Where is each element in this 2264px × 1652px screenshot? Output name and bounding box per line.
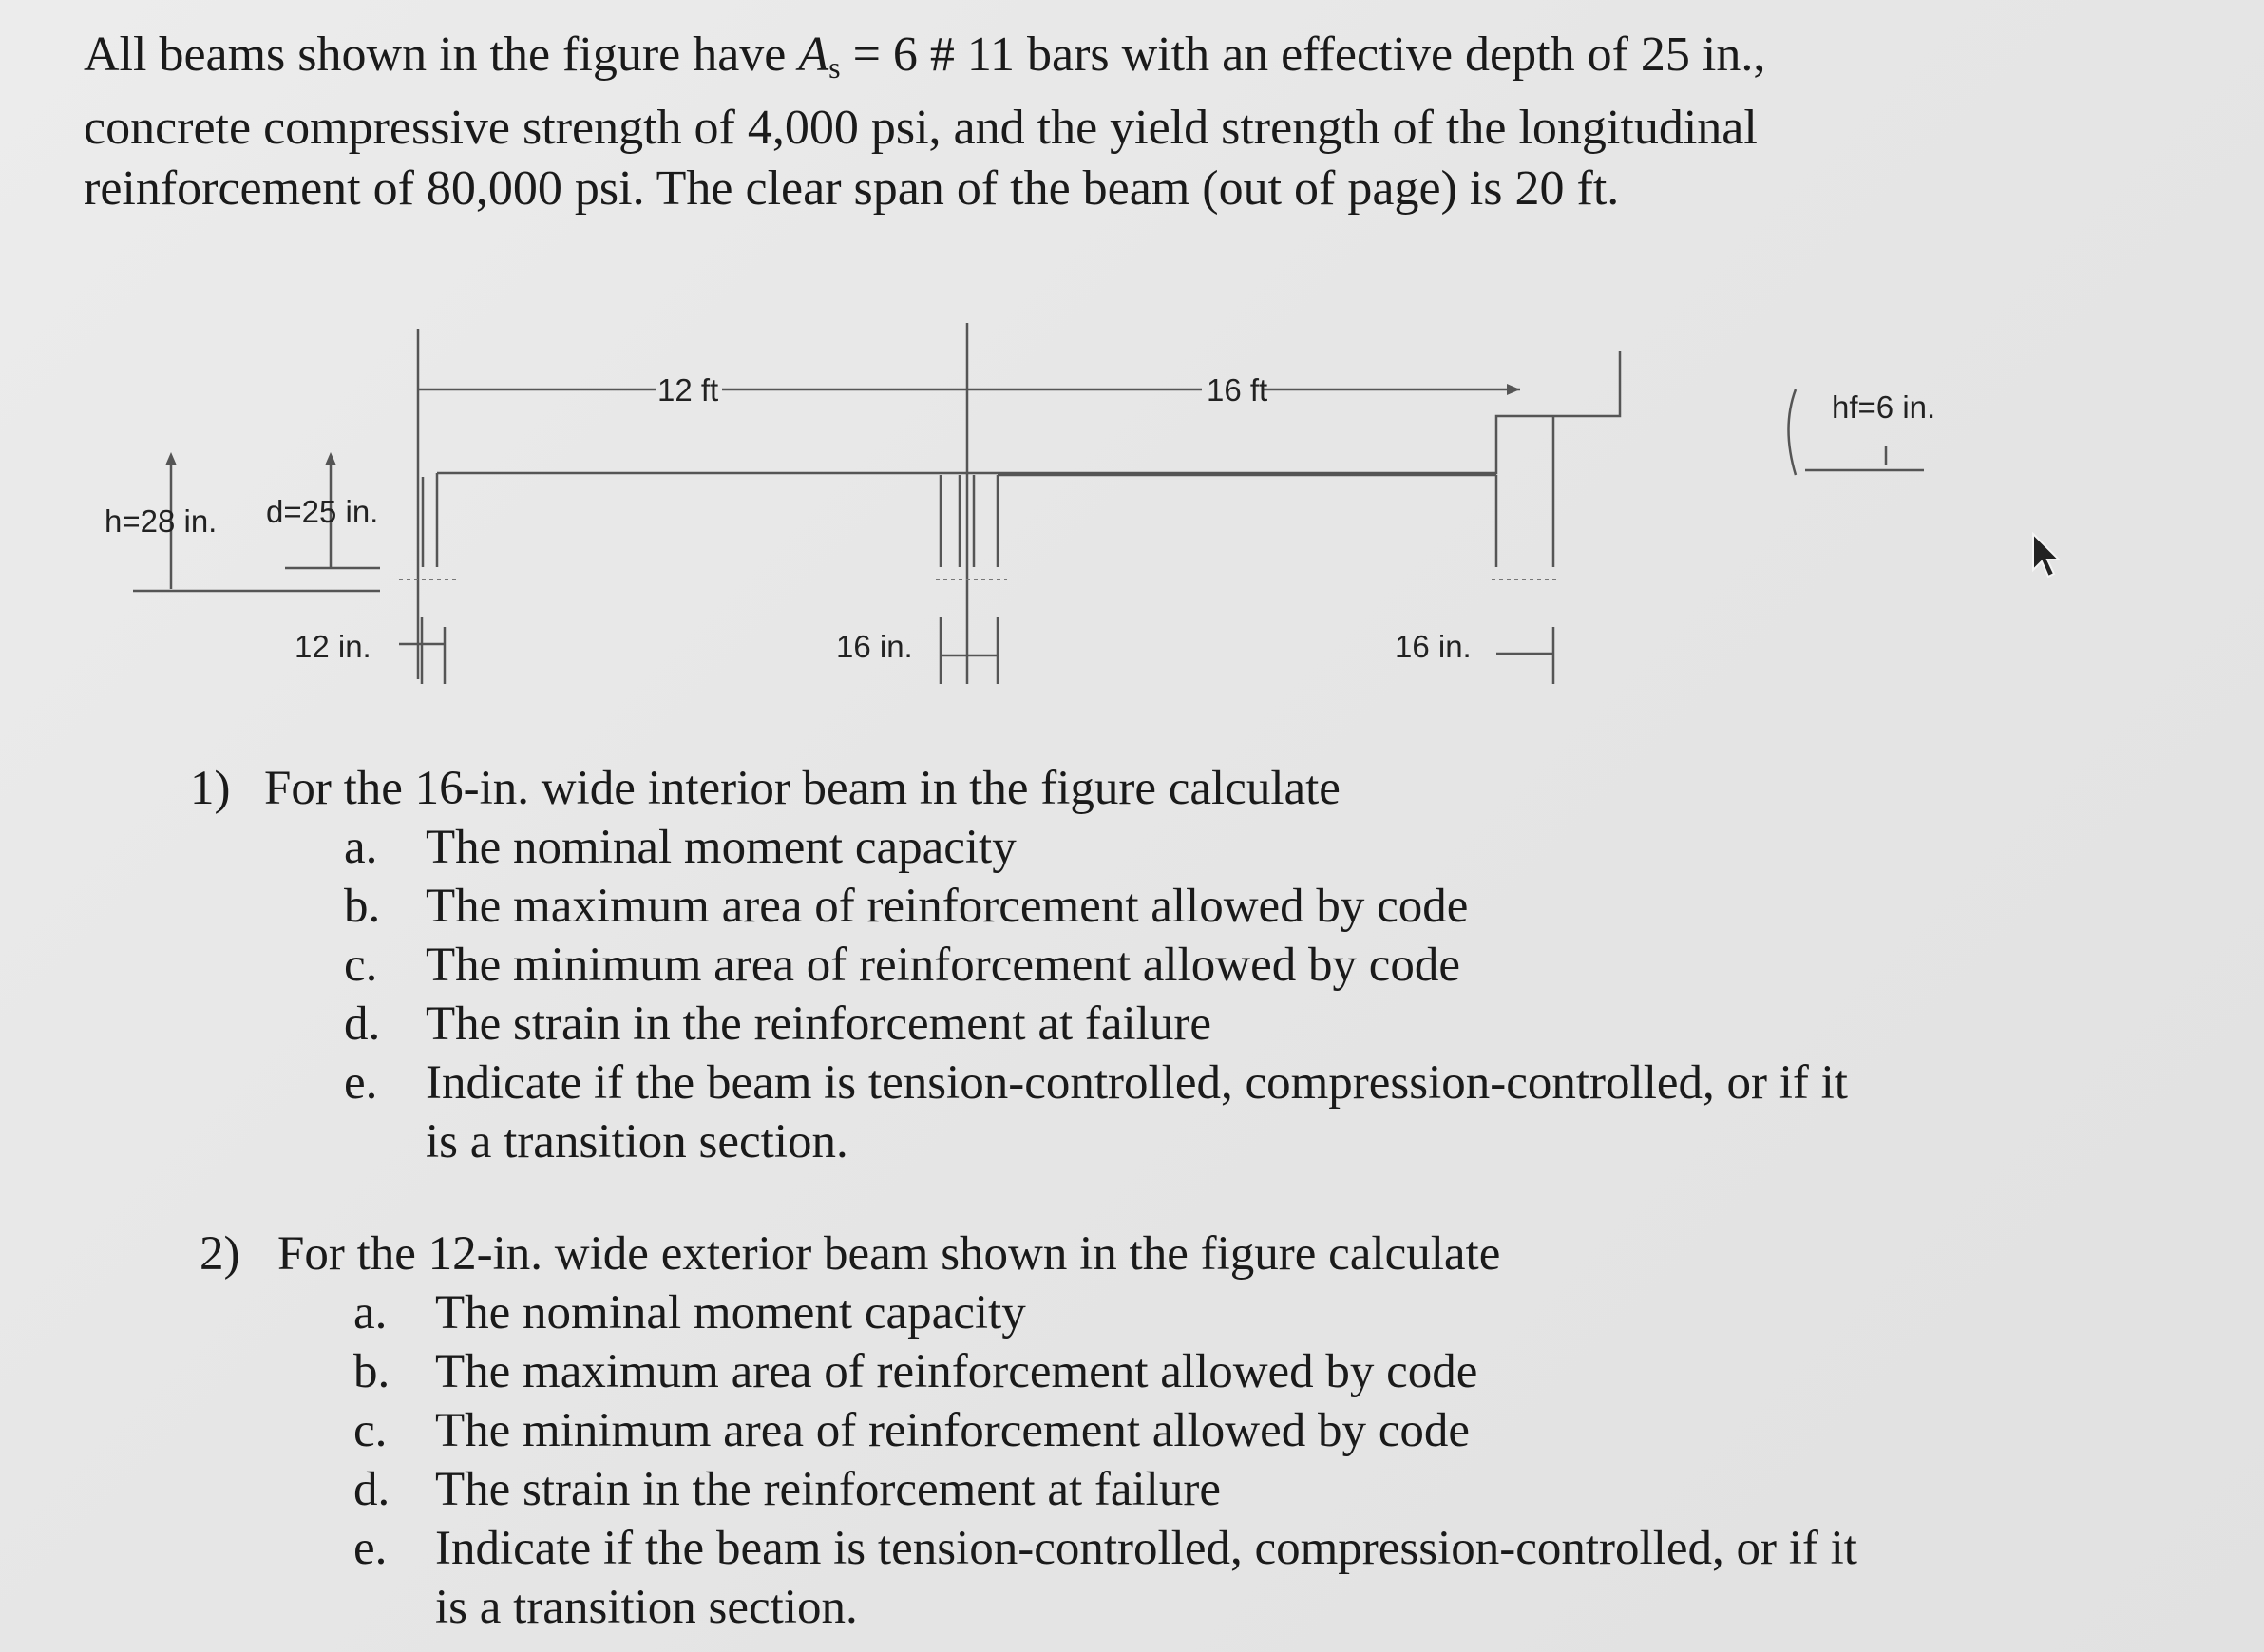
question-heading: For the 16-in. wide interior beam in the figure calculate [264, 762, 1341, 815]
as-subscript: s [828, 50, 841, 85]
question-1: 1) For the 16-in. wide interior beam in the figure calculate a. The nominal moment capacity b. The maximum area of reinforcement allowed by code c. The minimum area of reinforcement allowed by code d. The strain in the reinforcement at failure e. Indicate if the beam is tension-controlled, compression-controlled, or if it is a transition section. [190, 762, 1848, 1168]
label-span-12ft: 12 ft [657, 372, 719, 408]
beam-section-figure [0, 313, 1995, 693]
mouse-pointer-icon [2029, 532, 2062, 579]
label-hf: hf=6 in. [1832, 389, 1936, 425]
label-d: d=25 in. [266, 494, 379, 529]
problem-statement [84, 25, 1917, 219]
question-number: 1) [190, 762, 231, 815]
label-h: h=28 in. [105, 503, 218, 539]
label-span-16ft: 16 ft [1207, 372, 1268, 408]
as-symbol: A [798, 28, 829, 82]
question-heading: For the 12-in. wide exterior beam shown in the figure calculate [277, 1227, 1501, 1281]
label-width-16in-a: 16 in. [836, 629, 913, 664]
label-width-16in-b: 16 in. [1395, 629, 1472, 664]
intro-pre: All beams shown in the figure have [84, 28, 799, 82]
question-2: 2) For the 12-in. wide exterior beam shown in the figure calculate a. The nominal moment capacity b. The maximum area of reinforcement allowed by code c. The minimum area of reinforcement allowed by code d. The strain in the reinforcement at failure e. Indicate if the beam is tension-controlled, compression-controlled, or if it is a transition section. [200, 1227, 1857, 1634]
intro-post: = 6 # 11 bars with an effective depth of 25 in., concrete compressive strength of 4,000 psi, and the yield strength of the longitudinal reinforcement of 80,000 psi. The clear span of the beam (out of page) is 20 ft. [84, 28, 1766, 216]
label-width-12in: 12 in. [295, 629, 371, 664]
question-number: 2) [200, 1227, 240, 1281]
